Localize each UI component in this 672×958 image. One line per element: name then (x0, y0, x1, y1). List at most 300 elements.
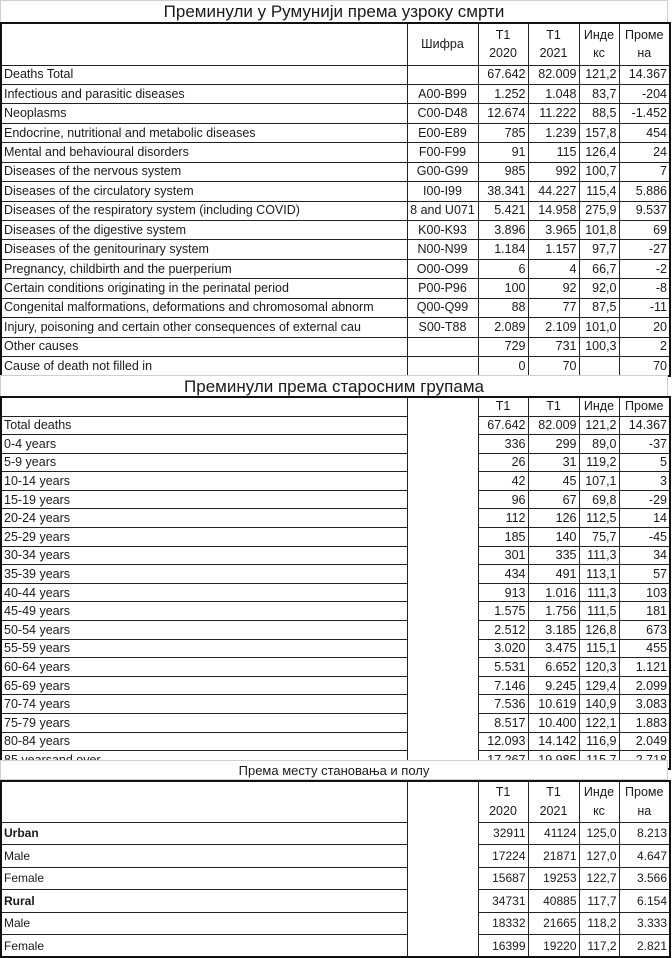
row-code: 8 and U071 (407, 201, 478, 220)
value-2021: 299 (528, 435, 579, 454)
table-row (1, 240, 670, 259)
header-index (579, 23, 619, 65)
value-2021: 19220 (528, 935, 579, 958)
value-index (579, 357, 619, 376)
value-2020: 301 (478, 546, 528, 565)
value-2020: 42 (478, 472, 528, 491)
table-row (1, 279, 670, 298)
table-row (1, 65, 670, 84)
value-2021: 335 (528, 546, 579, 565)
table-row (1, 676, 670, 695)
value-index: 113,1 (579, 565, 619, 584)
value-2020: 2.512 (478, 621, 528, 640)
value-index: 275,9 (579, 201, 619, 220)
row-code (407, 435, 478, 454)
row-code (407, 453, 478, 472)
causes-of-death-table (0, 22, 671, 377)
table-row (1, 337, 670, 356)
value-change: 24 (619, 143, 670, 162)
value-index: 107,1 (579, 472, 619, 491)
row-code (407, 490, 478, 509)
value-change: 9.537 (619, 201, 670, 220)
row-label: Infectious and parasitic diseases (1, 84, 407, 103)
table-header-row (1, 23, 670, 65)
table-row (1, 602, 670, 621)
value-2021: 31 (528, 453, 579, 472)
header-2021-bottom: 2021 (539, 803, 568, 818)
value-2020: 1.575 (478, 602, 528, 621)
value-change: -11 (619, 298, 670, 317)
header-2021 (528, 23, 579, 65)
value-index: 97,7 (579, 240, 619, 259)
value-change: -37 (619, 435, 670, 454)
row-label: Neoplasms (1, 104, 407, 123)
value-2021: 14.958 (528, 201, 579, 220)
value-2020: 112 (478, 509, 528, 528)
value-2020: 5.421 (478, 201, 528, 220)
value-index: 127,0 (579, 845, 619, 868)
header-2021 (528, 781, 579, 822)
value-2021: 21871 (528, 845, 579, 868)
value-2021: 731 (528, 337, 579, 356)
value-change: 2.821 (619, 935, 670, 958)
table-row (1, 123, 670, 142)
value-index: 111,3 (579, 583, 619, 602)
value-index: 69,8 (579, 490, 619, 509)
table-row (1, 318, 670, 337)
row-code: P00-P96 (407, 279, 478, 298)
row-code (407, 602, 478, 621)
value-2020: 12.674 (478, 104, 528, 123)
table-row (1, 162, 670, 181)
value-2021: 40885 (528, 890, 579, 913)
header-index (579, 781, 619, 822)
row-label: Female (1, 935, 407, 958)
section-title-age-groups: Преминули према старосним групама (0, 375, 668, 397)
header-2020-top: T1 (495, 28, 511, 43)
value-2020: 16399 (478, 935, 528, 958)
value-2020: 67.642 (478, 416, 528, 435)
row-code: K00-K93 (407, 221, 478, 240)
value-2021: 70 (528, 357, 579, 376)
row-code: N00-N99 (407, 240, 478, 259)
value-change: 2.099 (619, 676, 670, 695)
row-label: Certain conditions originating in the perinatal period (1, 279, 407, 298)
value-2021: 1.756 (528, 602, 579, 621)
value-2021: 41124 (528, 822, 579, 845)
value-2021: 11.222 (528, 104, 579, 123)
value-index: 83,7 (579, 84, 619, 103)
value-change: 3.083 (619, 695, 670, 714)
value-change: 4.647 (619, 845, 670, 868)
value-index: 116,9 (579, 732, 619, 751)
row-code: A00-B99 (407, 84, 478, 103)
table-row (1, 528, 670, 547)
header-2020: T1 (478, 397, 528, 416)
value-index: 140,9 (579, 695, 619, 714)
value-2020: 7.146 (478, 676, 528, 695)
header-change-bottom: на (637, 803, 652, 818)
value-change: 1.883 (619, 714, 670, 733)
value-2020: 729 (478, 337, 528, 356)
row-code (407, 676, 478, 695)
value-2021: 992 (528, 162, 579, 181)
value-change: 673 (619, 621, 670, 640)
row-label: Diseases of the genitourinary system (1, 240, 407, 259)
value-change: 2.049 (619, 732, 670, 751)
value-change: 8.213 (619, 822, 670, 845)
header-index-top: Инде (583, 784, 615, 799)
value-2021: 3.475 (528, 639, 579, 658)
value-change: 14 (619, 509, 670, 528)
value-2020: 12.093 (478, 732, 528, 751)
value-2020: 15687 (478, 867, 528, 890)
value-2021: 44.227 (528, 182, 579, 201)
row-code (407, 621, 478, 640)
row-label: Pregnancy, childbirth and the puerperium (1, 259, 407, 278)
value-change: 69 (619, 221, 670, 240)
value-index: 89,0 (579, 435, 619, 454)
row-label: Diseases of the circulatory system (1, 182, 407, 201)
value-2021: 45 (528, 472, 579, 491)
value-index: 101,8 (579, 221, 619, 240)
row-code (407, 639, 478, 658)
header-code-cell (407, 397, 478, 416)
value-index: 121,2 (579, 65, 619, 84)
row-code (407, 65, 478, 84)
value-index: 100,7 (579, 162, 619, 181)
row-code (407, 845, 478, 868)
header-2020-top: T1 (495, 784, 511, 799)
header-2020-bottom: 2020 (489, 803, 517, 818)
value-change: 5.886 (619, 182, 670, 201)
table-row (1, 845, 670, 868)
table-row (1, 890, 670, 913)
table-row (1, 509, 670, 528)
value-2020: 5.531 (478, 658, 528, 677)
value-2021: 67 (528, 490, 579, 509)
row-code: F00-F99 (407, 143, 478, 162)
table-row (1, 201, 670, 220)
row-label: 10-14 years (1, 472, 407, 491)
row-label: Male (1, 845, 407, 868)
value-change: -8 (619, 279, 670, 298)
header-change-top: Проме (625, 28, 664, 43)
value-change: 181 (619, 602, 670, 621)
row-label: 60-64 years (1, 658, 407, 677)
table-row (1, 639, 670, 658)
value-2020: 17224 (478, 845, 528, 868)
row-label: 55-59 years (1, 639, 407, 658)
value-2021: 77 (528, 298, 579, 317)
value-2020: 8.517 (478, 714, 528, 733)
table-header-row (1, 397, 670, 416)
header-index-top: Инде (583, 28, 615, 43)
value-2020: 32911 (478, 822, 528, 845)
value-2020: 7.536 (478, 695, 528, 714)
value-index: 122,7 (579, 867, 619, 890)
value-2020: 88 (478, 298, 528, 317)
table-row (1, 695, 670, 714)
row-code (407, 732, 478, 751)
value-change: 14.367 (619, 416, 670, 435)
row-code (407, 714, 478, 733)
value-index: 119,2 (579, 453, 619, 472)
value-index: 121,2 (579, 416, 619, 435)
value-2020: 1.252 (478, 84, 528, 103)
row-code: G00-G99 (407, 162, 478, 181)
table-row (1, 472, 670, 491)
value-index: 122,1 (579, 714, 619, 733)
row-code (407, 337, 478, 356)
value-change: 455 (619, 639, 670, 658)
value-change: -204 (619, 84, 670, 103)
value-change: 20 (619, 318, 670, 337)
row-code: E00-E89 (407, 123, 478, 142)
table-row (1, 416, 670, 435)
value-2020: 185 (478, 528, 528, 547)
value-2021: 2.109 (528, 318, 579, 337)
residence-sex-table (0, 780, 671, 958)
value-2020: 34731 (478, 890, 528, 913)
value-2020: 3.896 (478, 221, 528, 240)
row-label: 15-19 years (1, 490, 407, 509)
value-change: 454 (619, 123, 670, 142)
value-change: 34 (619, 546, 670, 565)
value-index: 126,8 (579, 621, 619, 640)
table-row (1, 822, 670, 845)
header-code-cell (407, 781, 478, 822)
header-change-bottom: на (637, 46, 652, 61)
value-change: 7 (619, 162, 670, 181)
value-2020: 38.341 (478, 182, 528, 201)
row-label: Congenital malformations, deformations and chromosomal abnorm (1, 298, 407, 317)
row-label: 0-4 years (1, 435, 407, 454)
row-label: Mental and behavioural disorders (1, 143, 407, 162)
value-index: 92,0 (579, 279, 619, 298)
row-code (407, 583, 478, 602)
value-index: 120,3 (579, 658, 619, 677)
row-label: 75-79 years (1, 714, 407, 733)
row-label: Endocrine, nutritional and metabolic diseases (1, 123, 407, 142)
row-code (407, 509, 478, 528)
row-label: Male (1, 912, 407, 935)
value-2021: 4 (528, 259, 579, 278)
value-index: 66,7 (579, 259, 619, 278)
value-index: 118,2 (579, 912, 619, 935)
row-code (407, 528, 478, 547)
row-code: Q00-Q99 (407, 298, 478, 317)
table-row (1, 490, 670, 509)
table-row (1, 912, 670, 935)
table-row (1, 84, 670, 103)
header-2020-bottom: 2020 (489, 46, 517, 61)
header-label-cell (1, 23, 407, 65)
row-label: Injury, poisoning and certain other consequences of external cau (1, 318, 407, 337)
row-label: 50-54 years (1, 621, 407, 640)
row-label: Cause of death not filled in (1, 357, 407, 376)
table-row (1, 298, 670, 317)
value-change: 57 (619, 565, 670, 584)
value-change: -27 (619, 240, 670, 259)
value-2020: 2.089 (478, 318, 528, 337)
value-change: 5 (619, 453, 670, 472)
value-change: 3.566 (619, 867, 670, 890)
value-2020: 91 (478, 143, 528, 162)
row-code (407, 416, 478, 435)
row-label: Rural (1, 890, 407, 913)
row-code (407, 912, 478, 935)
header-label-cell (1, 781, 407, 822)
value-change: 6.154 (619, 890, 670, 913)
value-index: 112,5 (579, 509, 619, 528)
value-index: 115,1 (579, 639, 619, 658)
table-row (1, 104, 670, 123)
row-code (407, 822, 478, 845)
value-2021: 10.400 (528, 714, 579, 733)
value-2020: 785 (478, 123, 528, 142)
value-2021: 1.239 (528, 123, 579, 142)
header-label-cell (1, 397, 407, 416)
value-change: 70 (619, 357, 670, 376)
value-2021: 140 (528, 528, 579, 547)
row-label: 25-29 years (1, 528, 407, 547)
table-row (1, 357, 670, 376)
row-label: Other causes (1, 337, 407, 356)
header-index: Инде (579, 397, 619, 416)
value-2020: 6 (478, 259, 528, 278)
value-change: 1.121 (619, 658, 670, 677)
table-row (1, 732, 670, 751)
value-index: 100,3 (579, 337, 619, 356)
header-2021-top: T1 (546, 784, 561, 799)
value-index: 126,4 (579, 143, 619, 162)
row-label: 35-39 years (1, 565, 407, 584)
table-row (1, 621, 670, 640)
value-2021: 82.009 (528, 416, 579, 435)
value-2020: 100 (478, 279, 528, 298)
row-label: Diseases of the respiratory system (including COVID) (1, 201, 407, 220)
row-label: 5-9 years (1, 453, 407, 472)
value-change: 3 (619, 472, 670, 491)
header-change (619, 23, 670, 65)
value-change: 2 (619, 337, 670, 356)
value-change: -2 (619, 259, 670, 278)
value-2021: 491 (528, 565, 579, 584)
table-row (1, 714, 670, 733)
value-2021: 82.009 (528, 65, 579, 84)
value-index: 117,2 (579, 935, 619, 958)
row-code (407, 890, 478, 913)
value-2021: 10.619 (528, 695, 579, 714)
value-change: -1.452 (619, 104, 670, 123)
row-label: Diseases of the digestive system (1, 221, 407, 240)
row-label: 65-69 years (1, 676, 407, 695)
row-code (407, 357, 478, 376)
table-row (1, 546, 670, 565)
value-2021: 126 (528, 509, 579, 528)
header-2020 (478, 781, 528, 822)
header-2021-top: T1 (546, 28, 561, 43)
value-index: 111,3 (579, 546, 619, 565)
value-index: 117,7 (579, 890, 619, 913)
value-2020: 26 (478, 453, 528, 472)
value-2021: 1.016 (528, 583, 579, 602)
value-2020: 1.184 (478, 240, 528, 259)
row-label: Urban (1, 822, 407, 845)
value-index: 88,5 (579, 104, 619, 123)
row-label: 80-84 years (1, 732, 407, 751)
header-code: Шифра (407, 23, 478, 65)
row-code (407, 546, 478, 565)
table-row (1, 867, 670, 890)
value-change: 14.367 (619, 65, 670, 84)
value-2021: 14.142 (528, 732, 579, 751)
row-label: 30-34 years (1, 546, 407, 565)
row-code (407, 658, 478, 677)
table-row (1, 221, 670, 240)
value-index: 115,4 (579, 182, 619, 201)
value-2021: 1.048 (528, 84, 579, 103)
value-2020: 0 (478, 357, 528, 376)
value-2020: 336 (478, 435, 528, 454)
value-2021: 1.157 (528, 240, 579, 259)
row-label: 45-49 years (1, 602, 407, 621)
value-2021: 3.185 (528, 621, 579, 640)
table-row (1, 259, 670, 278)
row-code (407, 565, 478, 584)
header-index-bottom: кс (593, 46, 605, 61)
table-header-row (1, 781, 670, 822)
row-code: C00-D48 (407, 104, 478, 123)
header-change-top: Проме (625, 784, 664, 799)
table-row (1, 453, 670, 472)
value-2021: 21665 (528, 912, 579, 935)
row-label: 70-74 years (1, 695, 407, 714)
value-index: 75,7 (579, 528, 619, 547)
header-change: Проме (619, 397, 670, 416)
section-title-residence-sex: Према месту становања и полу (0, 760, 668, 780)
value-2020: 67.642 (478, 65, 528, 84)
value-2020: 913 (478, 583, 528, 602)
row-label: Female (1, 867, 407, 890)
value-change: 103 (619, 583, 670, 602)
row-label: Deaths Total (1, 65, 407, 84)
value-change: -45 (619, 528, 670, 547)
value-index: 129,4 (579, 676, 619, 695)
table-row (1, 658, 670, 677)
row-label: 20-24 years (1, 509, 407, 528)
value-index: 111,5 (579, 602, 619, 621)
value-2021: 92 (528, 279, 579, 298)
section-title-causes: Преминули у Румунији према узроку смрти (0, 0, 668, 23)
header-change (619, 781, 670, 822)
value-2021: 19253 (528, 867, 579, 890)
table-row (1, 583, 670, 602)
row-code (407, 935, 478, 958)
value-2020: 3.020 (478, 639, 528, 658)
value-2020: 96 (478, 490, 528, 509)
header-index-bottom: кс (593, 803, 605, 818)
table-row (1, 935, 670, 958)
row-label: Total deaths (1, 416, 407, 435)
age-groups-table (0, 396, 671, 770)
table-row (1, 435, 670, 454)
header-2021-bottom: 2021 (539, 46, 568, 61)
value-2020: 18332 (478, 912, 528, 935)
row-code (407, 695, 478, 714)
value-2021: 6.652 (528, 658, 579, 677)
